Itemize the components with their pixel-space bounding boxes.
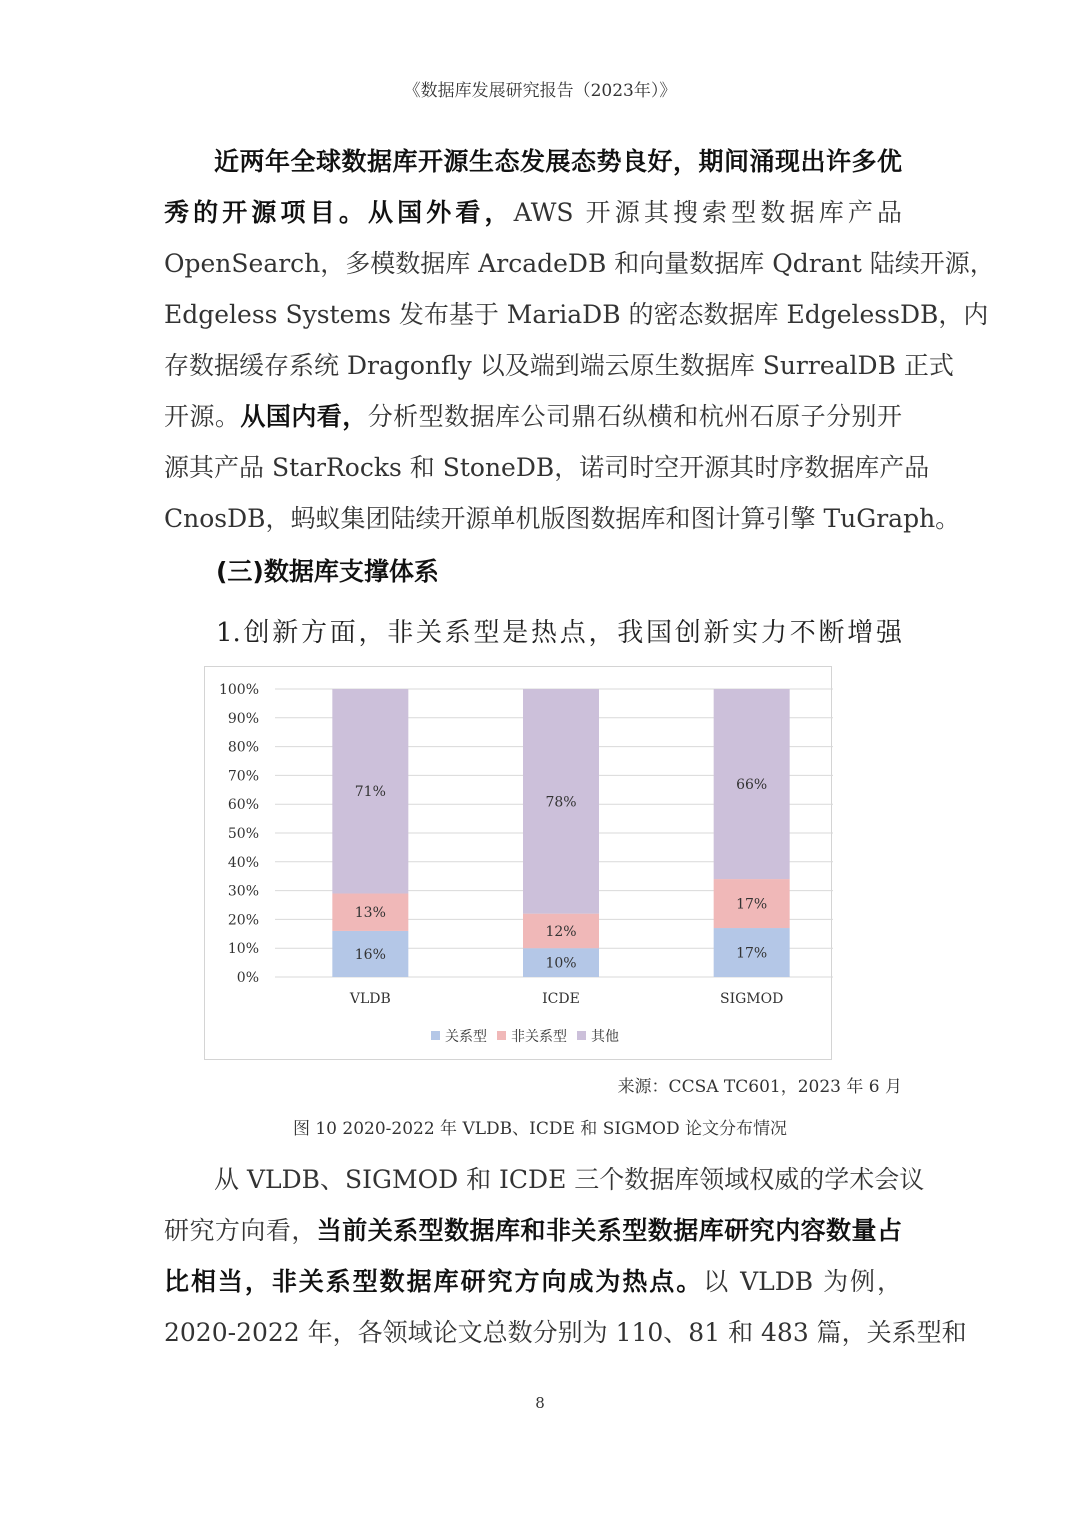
legend-label: 非关系型 xyxy=(511,1029,567,1045)
data-label: 17% xyxy=(736,896,768,913)
y-tick-label: 100% xyxy=(218,682,259,698)
text-segment: 存数据缓存系统 Dragonfly 以及端到端云原生数据库 SurrealDB 正式 xyxy=(164,351,954,380)
data-label: 78% xyxy=(545,794,577,811)
text-segment: 源其产品 StarRocks 和 StoneDB，诺司时空开源其时序数据库产品 xyxy=(164,453,930,482)
text-line xyxy=(164,1256,902,1307)
x-tick-label: VLDB xyxy=(349,991,391,1007)
data-label: 10% xyxy=(545,955,577,972)
text-line xyxy=(164,340,954,391)
y-tick-label: 0% xyxy=(236,970,259,986)
text-line xyxy=(164,238,995,289)
text-segment: OpenSearch，多模数据库 ArcadeDB 和向量数据库 Qdrant 陆续开源， xyxy=(164,249,995,278)
bold-text: 近两年全球数据库开源生态发展态势良好，期间涌现出许多优 xyxy=(214,147,902,176)
text-segment: 研究方向看， xyxy=(164,1216,317,1245)
legend-swatch xyxy=(497,1031,506,1040)
text-line xyxy=(164,1154,925,1205)
text-line xyxy=(164,391,902,442)
text-segment: 分析型数据库公司鼎石纵横和杭州石原子分别开 xyxy=(367,402,902,431)
data-label: 71% xyxy=(354,784,386,801)
y-tick-label: 20% xyxy=(227,912,259,929)
text-segment: AWS 开源其搜索型数据库产品 xyxy=(513,198,902,227)
y-tick-label: 30% xyxy=(227,883,259,900)
text-line xyxy=(164,187,902,238)
data-label: 13% xyxy=(354,905,386,922)
text-segment: CnosDB，蚂蚁集团陆续开源单机版图数据库和图计算引擎 TuGraph。 xyxy=(164,504,961,533)
x-tick-label: ICDE xyxy=(542,991,580,1007)
text-line xyxy=(164,136,902,187)
text-segment: 以 VLDB 为例， xyxy=(703,1267,902,1296)
page-number: 8 xyxy=(535,1394,545,1412)
text-segment: 2020-2022 年，各领域论文总数分别为 110、81 和 483 篇，关系型和 xyxy=(164,1318,967,1347)
legend-label: 关系型 xyxy=(445,1029,487,1045)
data-label: 16% xyxy=(354,946,386,963)
stacked-bar-chart xyxy=(205,667,833,1061)
text-line xyxy=(164,289,989,340)
bold-text: 当前关系型数据库和非关系型数据库研究内容数量占 xyxy=(316,1216,902,1245)
section-title: (三)数据库支撑体系 xyxy=(216,557,439,586)
paragraph-academic xyxy=(164,1154,967,1358)
legend-swatch xyxy=(431,1031,440,1040)
x-tick-label: SIGMOD xyxy=(719,991,784,1007)
text-line xyxy=(164,1205,902,1256)
bold-text: 秀的开源项目。从国外看， xyxy=(164,198,514,227)
running-header: 《数据库发展研究报告（2023年）》 xyxy=(403,81,677,101)
bold-text: 比相当，非关系型数据库研究方向成为热点。 xyxy=(164,1267,704,1296)
subsection-title-text: 1.创新方面，非关系型是热点，我国创新实力不断增强 xyxy=(216,618,902,648)
y-tick-label: 80% xyxy=(227,739,259,756)
subsection-title xyxy=(216,612,902,649)
y-tick-label: 50% xyxy=(227,826,259,842)
text-line xyxy=(164,442,930,493)
text-segment: 从 VLDB、SIGMOD 和 ICDE 三个数据库领域权威的学术会议 xyxy=(214,1165,925,1194)
data-label: 12% xyxy=(545,923,577,940)
figure-caption: 图 10 2020-2022 年 VLDB、ICDE 和 SIGMOD 论文分布情况 xyxy=(292,1119,788,1139)
y-tick-label: 40% xyxy=(227,854,259,871)
y-tick-label: 60% xyxy=(227,797,259,814)
text-segment: Edgeless Systems 发布基于 MariaDB 的密态数据库 EdgelessDB，内 xyxy=(164,300,989,329)
y-tick-label: 90% xyxy=(227,710,259,727)
bold-text: 从国内看， xyxy=(240,402,368,431)
y-tick-label: 10% xyxy=(227,941,259,958)
y-tick-label: 70% xyxy=(227,768,259,785)
figure-source: 来源：CCSA TC601，2023 年 6 月 xyxy=(617,1077,902,1097)
text-line xyxy=(164,1307,967,1358)
legend-label: 其他 xyxy=(591,1029,619,1045)
text-line xyxy=(164,493,961,544)
data-label: 17% xyxy=(736,945,768,962)
paragraph-open-source xyxy=(164,136,995,544)
chart-container xyxy=(204,666,832,1060)
data-label: 66% xyxy=(736,777,768,794)
text-segment: 开源。 xyxy=(164,402,241,431)
legend-swatch xyxy=(577,1031,586,1040)
